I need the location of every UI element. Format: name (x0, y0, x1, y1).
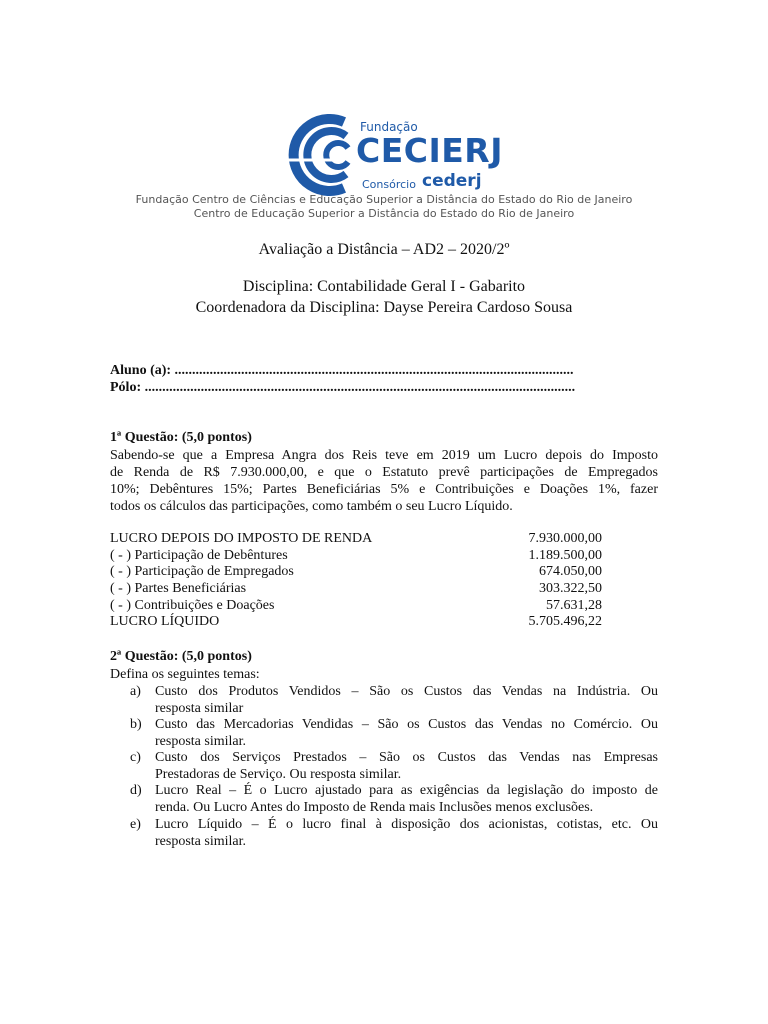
list-item-line: resposta similar (155, 701, 244, 716)
calc-row (110, 598, 602, 615)
logo-fundacao-text: Fundação (360, 120, 418, 134)
question-1-line: de Renda de R$ 7.930.000,00, e que o Estatuto prevê participações de Empregados (110, 465, 658, 480)
calc-value: 1.189.500,00 (528, 548, 602, 563)
question-2-intro: Defina os seguintes temas: (110, 667, 260, 682)
cecierj-logo (282, 114, 503, 196)
institution-line-1: Fundação Centro de Ciências e Educação Superior a Distância do Estado do Rio de Janeiro (135, 193, 633, 206)
polo-field: Pólo: ........................................................................................................................... (110, 380, 576, 395)
discipline-line: Disciplina: Contabilidade Geral I - Gabarito (242, 278, 526, 295)
calc-value: 5.705.496,22 (528, 614, 602, 629)
list-marker: c) (130, 750, 141, 765)
question-1-line: Sabendo-se que a Empresa Angra dos Reis teve em 2019 um Lucro depois do Imposto (110, 448, 658, 463)
calc-label: ( - ) Partes Beneficiárias (110, 581, 247, 596)
coordinator-line: Coordenadora da Disciplina: Dayse Pereira Cardoso Sousa (195, 299, 573, 316)
logo-cecierj-text: CECIERJ (356, 131, 503, 170)
list-item-line: Custo das Mercadorias Vendidas – São os Custos das Vendas no Comércio. Ou (155, 717, 658, 732)
list-item-line: Prestadoras de Serviço. Ou resposta similar. (155, 767, 402, 782)
list-item-line: renda. Ou Lucro Antes do Imposto de Renda mais Inclusões menos exclusões. (155, 800, 594, 815)
institution-line-2: Centro de Educação Superior a Distância do Estado do Rio de Janeiro (193, 207, 575, 220)
list-item-line: Lucro Real – É o Lucro ajustado para as exigências da legislação do imposto de (155, 783, 658, 798)
student-name-field: Aluno (a): .................................................................................................................. (110, 363, 574, 378)
cecierj-swirl-icon (282, 114, 362, 196)
calc-label: ( - ) Participação de Debêntures (110, 548, 288, 563)
calc-row (110, 564, 602, 581)
exam-title: Avaliação a Distância – AD2 – 2020/2º (258, 241, 510, 258)
calc-label: LUCRO LÍQUIDO (110, 614, 220, 629)
list-marker: b) (130, 717, 142, 732)
logo-cederj-text: cederj (422, 171, 482, 191)
list-item-line: Custo dos Produtos Vendidos – São os Custos das Vendas na Indústria. Ou (155, 684, 658, 699)
calc-label: ( - ) Participação de Empregados (110, 564, 294, 579)
calc-label: LUCRO DEPOIS DO IMPOSTO DE RENDA (110, 531, 373, 546)
calc-value: 7.930.000,00 (528, 531, 602, 546)
question-2-title: 2ª Questão: (5,0 pontos) (110, 649, 252, 664)
question-1-title: 1ª Questão: (5,0 pontos) (110, 430, 252, 445)
logo-consorcio-text: Consórcio (362, 178, 416, 191)
question-1-line: todos os cálculos das participações, como também o seu Lucro Líquido. (110, 499, 513, 514)
calc-row (110, 531, 602, 548)
calc-label: ( - ) Contribuições e Doações (110, 598, 275, 613)
list-item-line: resposta similar. (155, 834, 246, 849)
list-item-line: Lucro Líquido – É o lucro final à disposição dos acionistas, cotistas, etc. Ou (155, 817, 658, 832)
question-1-line: 10%; Debêntures 15%; Partes Beneficiárias 5% e Contribuições e Doações 1%, fazer (110, 482, 658, 497)
list-item-line: Custo dos Serviços Prestados – São os Custos das Vendas nas Empresas (155, 750, 658, 765)
list-item-line: resposta similar. (155, 734, 246, 749)
list-marker: a) (130, 684, 141, 699)
calc-value: 674.050,00 (539, 564, 602, 579)
list-marker: e) (130, 817, 141, 832)
list-marker: d) (130, 783, 142, 798)
calc-row (110, 548, 602, 565)
question-1-text (110, 447, 658, 515)
calc-value: 303.322,50 (539, 581, 602, 596)
calc-value: 57.631,28 (546, 598, 602, 613)
calc-row (110, 581, 602, 598)
calc-row-total (110, 614, 602, 631)
